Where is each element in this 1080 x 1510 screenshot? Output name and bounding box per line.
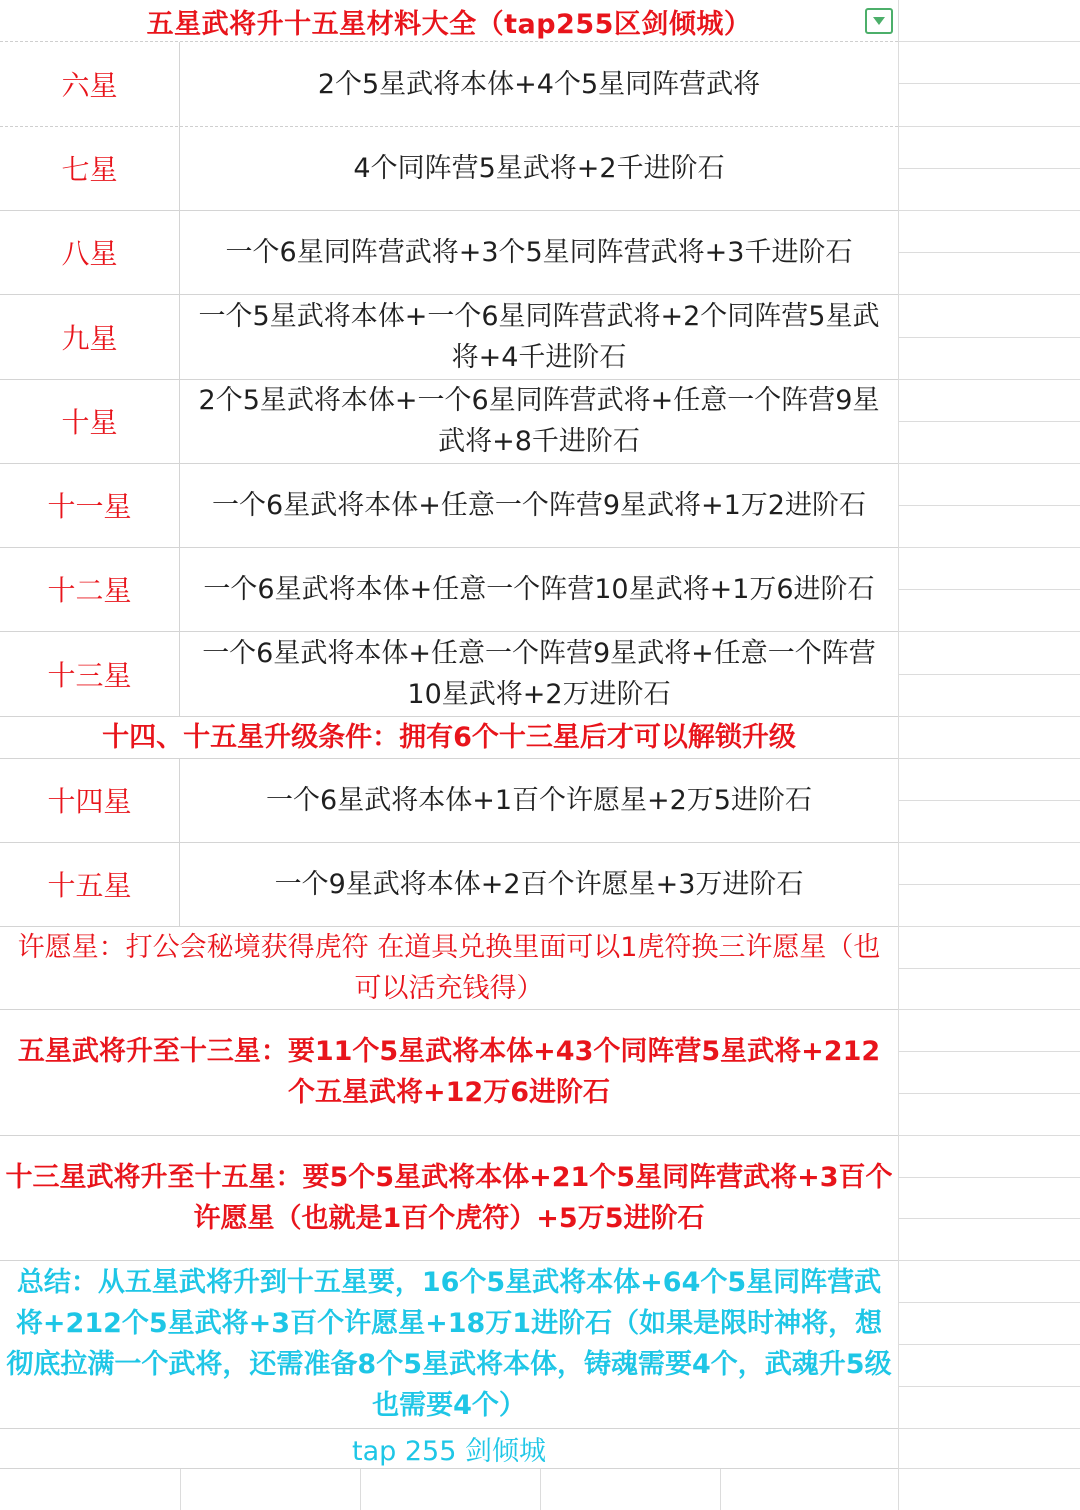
grid-line [898, 379, 1080, 380]
grid-line [898, 800, 1080, 801]
row-divider [0, 1468, 898, 1469]
grid-line [898, 1009, 1080, 1010]
unlock-condition: 十四、十五星升级条件：拥有6个十三星后才可以解锁升级 [102, 721, 796, 753]
grid-line [898, 842, 1080, 843]
grid-line [898, 41, 1080, 42]
grid-line [898, 1177, 1080, 1178]
materials-cell: 一个9星武将本体+2百个许愿星+3万进阶石 [274, 868, 804, 900]
grid-line [540, 1468, 541, 1510]
materials-cell: 4个同阵营5星武将+2千进阶石 [353, 152, 725, 184]
star-level: 七星 [61, 153, 118, 186]
star-level: 九星 [61, 321, 118, 355]
grid-line [898, 1302, 1080, 1303]
grid-line [180, 1468, 181, 1510]
grid-line [898, 758, 1080, 759]
grid-line [898, 1218, 1080, 1219]
materials-cell: 2个5星武将本体+4个5星同阵营武将 [317, 68, 761, 100]
star-level: 十一星 [47, 490, 132, 523]
sheet-title: 五星武将升十五星材料大全（tap255区剑倾城） [146, 8, 752, 40]
grid-line [898, 1093, 1080, 1094]
grid-line [898, 252, 1080, 253]
grid-line [898, 294, 1080, 295]
footer-signature: tap 255 剑倾城 [352, 1435, 546, 1467]
grid-line [898, 210, 1080, 211]
materials-cell: 一个6星武将本体+任意一个阵营9星武将+任意一个阵营10星武将+2万进阶石 [202, 637, 876, 710]
grid-line [898, 968, 1080, 969]
grid-line [898, 1428, 1080, 1429]
summary-to-15-stars: 十三星武将升至十五星：要5个5星武将本体+21个5星同阵营武将+3百个许愿星（也就是1百个虎符）+5万5进阶石 [5, 1161, 893, 1234]
star-level: 十四星 [47, 785, 132, 818]
grid-line [360, 1468, 361, 1510]
grid-line [898, 1260, 1080, 1261]
grid-line [898, 1051, 1080, 1052]
materials-cell: 一个5星武将本体+一个6星同阵营武将+2个同阵营5星武将+4千进阶石 [198, 300, 880, 373]
grid-line [898, 631, 1080, 632]
materials-cell: 一个6星武将本体+任意一个阵营10星武将+1万6进阶石 [203, 573, 875, 605]
star-level: 十二星 [47, 574, 132, 607]
grid-line [898, 884, 1080, 885]
grid-line [898, 1386, 1080, 1387]
star-level: 八星 [61, 237, 118, 270]
grid-line [898, 168, 1080, 169]
grid-line [898, 547, 1080, 548]
grid-line [898, 0, 899, 1510]
grid-line [898, 926, 1080, 927]
grid-line [898, 1135, 1080, 1136]
summary-to-13-stars: 五星武将升至十三星：要11个5星武将本体+43个同阵营5星武将+212个五星武将+12万6进阶石 [17, 1036, 881, 1108]
star-level: 十三星 [47, 658, 132, 692]
grid-line [898, 126, 1080, 127]
grid-line [898, 463, 1080, 464]
grid-line [898, 421, 1080, 422]
grid-line [898, 505, 1080, 506]
materials-cell: 一个6星武将本体+任意一个阵营9星武将+1万2进阶石 [212, 489, 866, 521]
materials-cell: 2个5星武将本体+一个6星同阵营武将+任意一个阵营9星武将+8千进阶石 [198, 385, 880, 457]
grid-line [898, 716, 1080, 717]
materials-cell: 一个6星武将本体+1百个许愿星+2万5进阶石 [266, 784, 812, 816]
wish-star-note: 许愿星：打公会秘境获得虎符 在道具兑换里面可以1虎符换三许愿星（也可以活充钱得） [17, 931, 881, 1004]
star-level: 六星 [61, 69, 118, 102]
materials-cell: 一个6星同阵营武将+3个5星同阵营武将+3千进阶石 [225, 236, 853, 268]
star-level: 十星 [61, 406, 118, 439]
grid-line [720, 1468, 721, 1510]
grid-line [898, 674, 1080, 675]
star-level: 十五星 [47, 869, 132, 902]
grid-line [898, 1468, 1080, 1469]
grid-line [898, 83, 1080, 84]
grid-line [898, 589, 1080, 590]
dropdown-filter-icon[interactable] [865, 8, 893, 34]
total-summary: 总结：从五星武将升到十五星要，16个5星武将本体+64个5星同阵营武将+212个5星武将+3百个许愿星+18万1进阶石（如果是限时神将，想彻底拉满一个武将，还需准备8个5星武将本体，铸魂需要4个，武魂升5级也需要4个） [6, 1267, 892, 1421]
grid-line [898, 1344, 1080, 1345]
grid-line [898, 337, 1080, 338]
